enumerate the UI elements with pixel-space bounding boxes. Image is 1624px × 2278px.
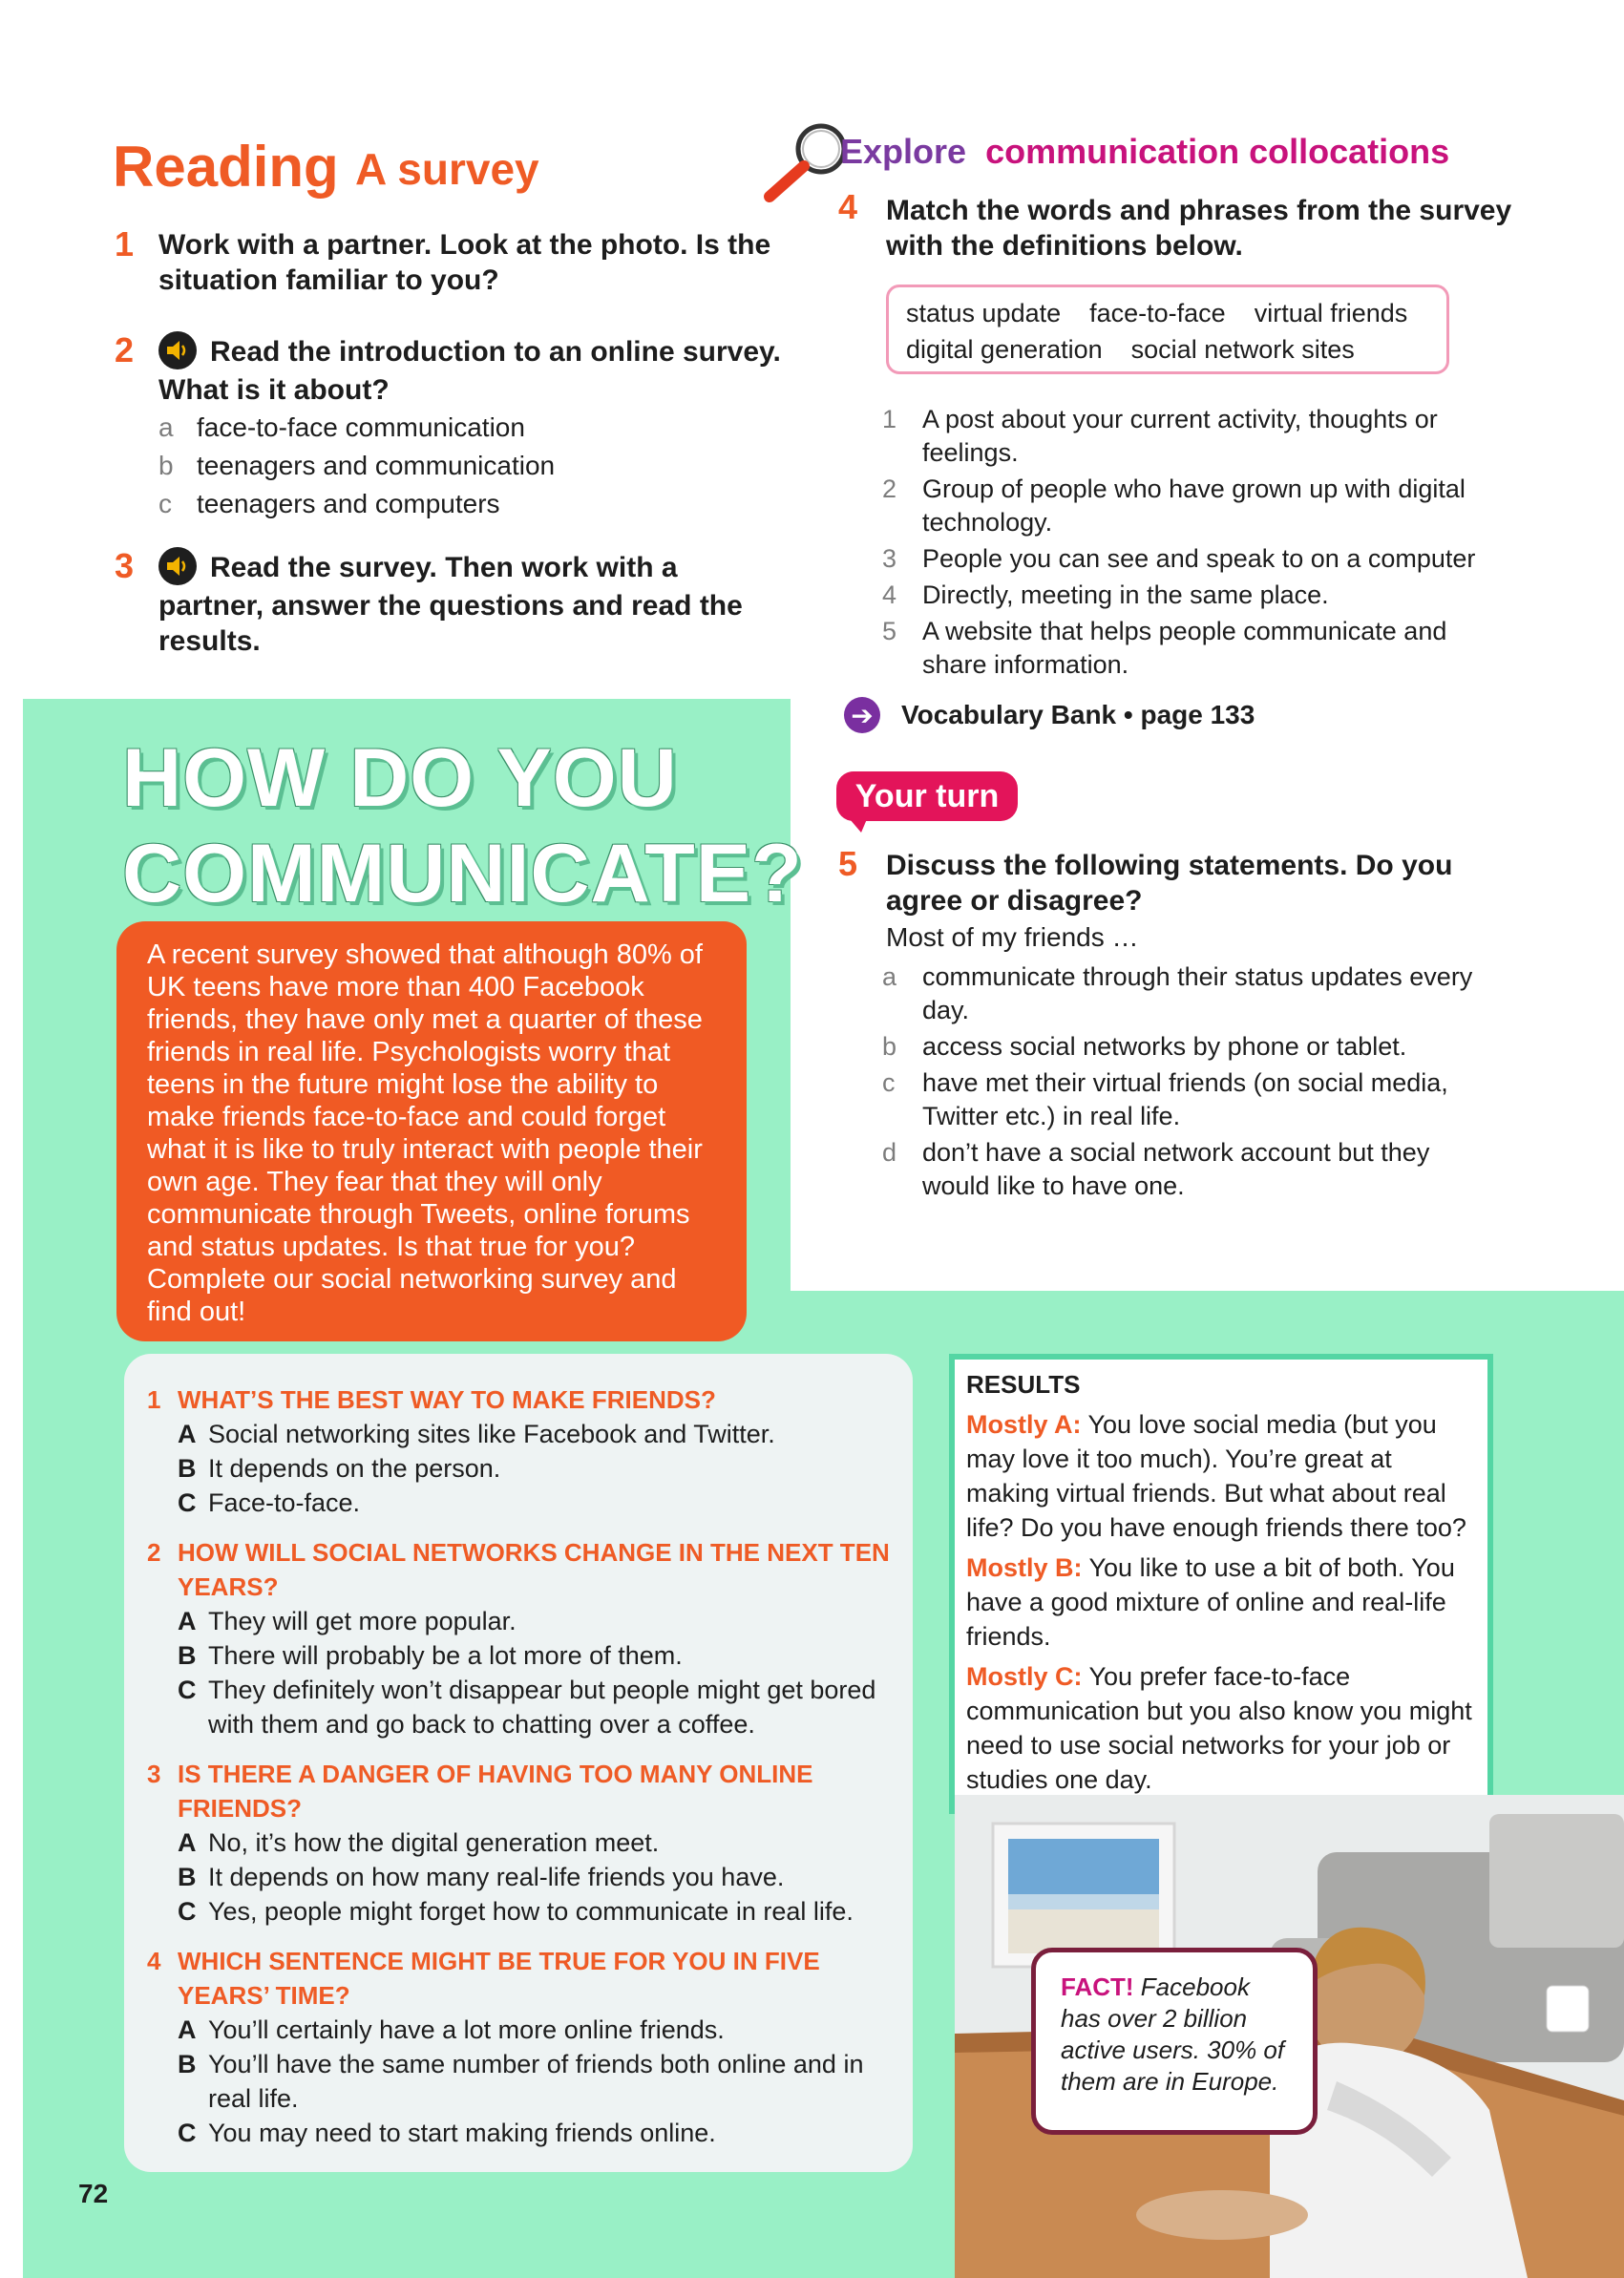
answer-letter: B (178, 1863, 197, 1891)
answer-letter: B (178, 1454, 197, 1483)
answer-letter: A (178, 1607, 197, 1635)
answer-letter: B (178, 2050, 197, 2078)
option-letter: c (158, 489, 172, 518)
answer-row (147, 2116, 890, 2150)
option-letter: b (158, 451, 174, 480)
answer-letter: B (178, 1641, 197, 1670)
answer-text: It depends on how many real-life friends you have. (208, 1863, 785, 1891)
word-box-line-1: status update face-to-face virtual friends (906, 299, 1408, 327)
result-b (966, 1550, 1476, 1654)
answer-text: It depends on the person. (208, 1454, 501, 1483)
definition-text: Directly, meeting in the same place. (922, 580, 1329, 609)
answer-letter: C (178, 1897, 197, 1926)
answer-text: Face-to-face. (208, 1488, 361, 1517)
statement-row (882, 1066, 1493, 1133)
section-title: Reading (113, 135, 339, 199)
task-1-text: Work with a partner. Look at the photo. Is the situation familiar to you? (158, 229, 771, 296)
task-4-text: Match the words and phrases from the survey with the definitions below. (886, 195, 1512, 262)
result-c-text: You prefer face-to-face communication but you also know you might need to use social networks for your job or studies one day. (966, 1662, 1472, 1794)
statement-letter: b (882, 1032, 897, 1061)
survey-questions (124, 1354, 913, 2172)
answer-row (147, 2013, 890, 2047)
statement-letter: d (882, 1138, 897, 1167)
question-heading (147, 1535, 890, 1604)
answer-letter: A (178, 1420, 197, 1448)
arrow-right-icon: ➔ (844, 697, 880, 733)
answer-row (147, 1451, 890, 1486)
survey-title-line-1: HOW DO YOU (122, 732, 678, 824)
task-2-number: 2 (115, 330, 135, 369)
definition-number: 2 (882, 475, 897, 503)
option-row (158, 485, 555, 523)
task-2 (158, 334, 798, 408)
option-text: teenagers and computers (197, 489, 500, 518)
task-5-lead: Most of my friends … (886, 922, 1139, 952)
answer-row (147, 1825, 890, 1860)
task-4-number: 4 (838, 187, 858, 226)
definition-number: 5 (882, 617, 897, 645)
option-text: face-to-face communication (197, 412, 525, 442)
task-3-text: Read the survey. Then work with a partner, answer the questions and read the results. (158, 552, 743, 658)
answer-row (147, 1417, 890, 1451)
survey-title-line-2: COMMUNICATE? (122, 828, 803, 919)
definition-row (882, 542, 1518, 576)
question-heading (147, 1757, 890, 1825)
answer-text: They definitely won’t disappear but people might get bored with them and go back to chatting over a coffee. (208, 1676, 876, 1739)
question-number: 4 (147, 1947, 161, 1975)
task-3-number: 3 (115, 546, 135, 585)
survey-intro: A recent survey showed that although 80% of UK teens have more than 400 Facebook friends, they have only met a quarter of these friends in real life. Psychologists worry that teens in the future might lose the ability to make friends face-to-face and could forget what it is like to truly interact with people their own age. They fear that they will only communicate through Tweets, online forums and status updates. Is that true for you? Complete our social networking survey and find out! (116, 921, 747, 1341)
fact-text: Facebook has over 2 billion active users. 30% of them are in Europe. (1061, 1972, 1285, 2096)
definition-text: Group of people who have grown up with digital technology. (922, 475, 1466, 537)
answer-row (147, 2047, 890, 2116)
task-2-options (158, 409, 555, 523)
statement-letter: c (882, 1068, 896, 1097)
fact-box (1031, 1948, 1318, 2135)
answer-text: You’ll certainly have a lot more online friends. (208, 2015, 725, 2044)
question-text: WHICH SENTENCE MIGHT BE TRUE FOR YOU IN FIVE YEARS’ TIME? (178, 1947, 820, 2010)
answer-row (147, 1894, 890, 1929)
result-c (966, 1659, 1476, 1797)
definition-row (882, 403, 1518, 470)
statement-row (882, 1030, 1493, 1064)
option-row (158, 409, 555, 447)
answer-text: No, it’s how the digital generation meet. (208, 1828, 660, 1857)
question-text: WHAT’S THE BEST WAY TO MAKE FRIENDS? (178, 1385, 716, 1414)
statement-row (882, 960, 1493, 1027)
fact-label: FACT! (1061, 1972, 1134, 2001)
explore-heading (840, 132, 1449, 172)
answer-row (147, 1486, 890, 1520)
definition-number: 4 (882, 580, 897, 609)
vocabulary-bank-text: Vocabulary Bank • page 133 (901, 700, 1255, 729)
task-5-number: 5 (838, 844, 858, 883)
option-row (158, 447, 555, 485)
definition-row (882, 473, 1518, 539)
question-heading (147, 1944, 890, 2013)
definition-number: 1 (882, 405, 897, 433)
statement-text: access social networks by phone or tablet. (922, 1032, 1407, 1061)
explore-label: Explore (840, 132, 967, 171)
result-b-label: Mostly B: (966, 1553, 1083, 1582)
question-text: IS THERE A DANGER OF HAVING TOO MANY ONLINE FRIENDS? (178, 1760, 813, 1823)
definition-text: People you can see and speak to on a computer (922, 544, 1476, 573)
option-text: teenagers and communication (197, 451, 556, 480)
task-1-number: 1 (115, 224, 135, 264)
definitions-list (882, 403, 1518, 685)
answer-letter: C (178, 1676, 197, 1704)
answer-text: Yes, people might forget how to communicate in real life. (208, 1897, 854, 1926)
survey-title (122, 730, 803, 921)
answer-row (147, 1860, 890, 1894)
answer-text: You may need to start making friends online. (208, 2119, 716, 2147)
option-letter: a (158, 412, 174, 442)
answer-text: There will probably be a lot more of them. (208, 1641, 683, 1670)
audio-speaker-icon[interactable] (158, 331, 197, 369)
page-number: 72 (78, 2179, 109, 2208)
task-3 (158, 550, 770, 659)
result-b-text: You like to use a bit of both. You have a good mixture of online and real-life friends. (966, 1553, 1455, 1651)
result-a-label: Mostly A: (966, 1410, 1082, 1439)
answer-letter: A (178, 2015, 197, 2044)
answer-letter: C (178, 2119, 197, 2147)
answer-row (147, 1638, 890, 1673)
question-number: 2 (147, 1538, 161, 1567)
definition-row (882, 615, 1518, 682)
definition-row (882, 579, 1518, 612)
statement-text: don’t have a social network account but they would like to have one. (922, 1138, 1430, 1200)
result-a (966, 1407, 1476, 1545)
statement-letter: a (882, 962, 897, 991)
result-c-label: Mostly C: (966, 1662, 1083, 1691)
results-box (949, 1354, 1493, 1814)
result-a-text: You love social media (but you may love it too much). You’re great at making virtual friends. But what about real life? Do you have enough friends there too? (966, 1410, 1466, 1542)
answer-letter: A (178, 1828, 197, 1857)
question-text: HOW WILL SOCIAL NETWORKS CHANGE IN THE NEXT TEN YEARS? (178, 1538, 890, 1601)
definition-text: A website that helps people communicate and share information. (922, 617, 1447, 679)
task-5-text: Discuss the following statements. Do you agree or disagree? (886, 850, 1453, 917)
statement-text: communicate through their status updates every day. (922, 962, 1473, 1024)
question-heading (147, 1382, 890, 1417)
answer-text: Social networking sites like Facebook and Twitter. (208, 1420, 775, 1448)
section-subtitle: A survey (355, 144, 539, 194)
definition-number: 3 (882, 544, 897, 573)
question-number: 1 (147, 1385, 161, 1414)
question-number: 3 (147, 1760, 161, 1788)
results-heading: RESULTS (966, 1370, 1081, 1399)
task-2-text: Read the introduction to an online survey. What is it about? (158, 336, 781, 407)
statement-row (882, 1136, 1493, 1203)
statement-text: have met their virtual friends (on social media, Twitter etc.) in real life. (922, 1068, 1448, 1130)
your-turn-badge: Your turn (836, 771, 1018, 821)
vocabulary-bank-link[interactable] (844, 697, 1255, 733)
definition-text: A post about your current activity, thoughts or feelings. (922, 405, 1438, 467)
answer-letter: C (178, 1488, 197, 1517)
word-box-line-2: digital generation social network sites (906, 335, 1355, 364)
explore-topic: communication collocations (985, 132, 1450, 171)
word-box (886, 285, 1449, 374)
audio-speaker-icon[interactable] (158, 547, 197, 585)
answer-text: They will get more popular. (208, 1607, 517, 1635)
statements-list (882, 960, 1493, 1206)
answer-row (147, 1673, 890, 1741)
answer-row (147, 1604, 890, 1638)
answer-text: You’ll have the same number of friends both online and in real life. (208, 2050, 864, 2113)
